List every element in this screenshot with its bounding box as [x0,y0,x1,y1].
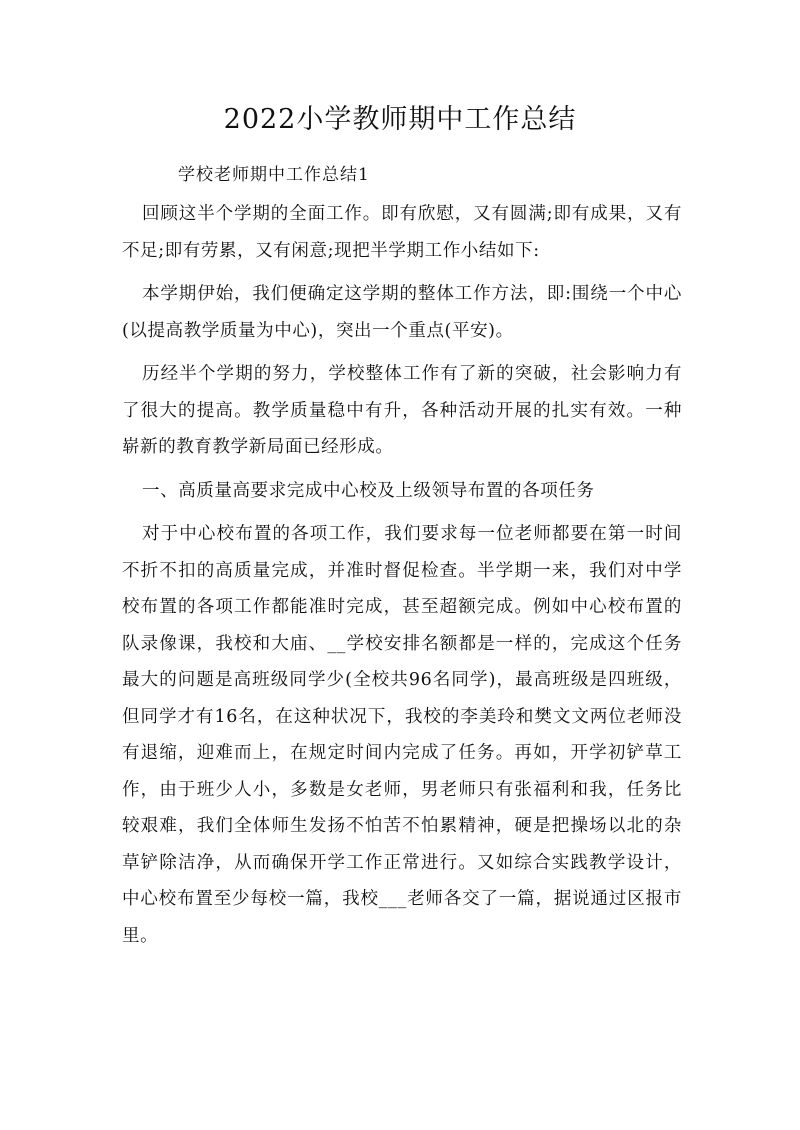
document-subtitle: 学校老师期中工作总结1 [178,165,370,185]
paragraph: 本学期伊始，我们便确定这学期的整体工作方法，即:围绕一个中心(以提高教学质量为中心)，突出一个重点(平安)。 [122,284,682,341]
paragraph: 对于中心校布置的各项工作，我们要求每一位老师都要在第一时间不折不扣的高质量完成，并准时督促检查。半学期一来，我们对中学校布置的各项工作都能准时完成，甚至超额完成。例如中心校布置的队录像课，我校和大庙、__学校安排名额都是一样的，完成这个任务最大的问题是高班级同学少(全校共96名同学)，最高班级是四班级，但同学才有16名，在这种状况下，我校的李美玲和樊文文两位老师没有退缩，迎难而上，在规定时间内完成了任务。再如，开学初铲草工作，由于班少人小，多数是女老师，男老师只有张福利和我，任务比较艰难，我们全体师生发扬不怕苦不怕累精神，硬是把操场以北的杂草铲除洁净，从而确保开学工作正常进行。又如综合实践教学设计，中心校布置至少每校一篇，我校___老师各交了一篇，据说通过区报市里。 [122,524,682,946]
section-heading: 一、高质量高要求完成中心校及上级领导布置的各项任务 [142,480,595,501]
document-title: 2022小学教师期中工作总结 [223,104,577,135]
document-body [122,196,682,961]
paragraph: 历经半个学期的努力，学校整体工作有了新的突破，社会影响力有了很大的提高。教学质量稳中有升，各种活动开展的扎实有效。一种崭新的教育教学新局面已经形成。 [122,364,682,457]
paragraph: 回顾这半个学期的全面工作。即有欣慰，又有圆满;即有成果，又有不足;即有劳累，又有闲意;现把半学期工作小结如下: [122,204,682,261]
